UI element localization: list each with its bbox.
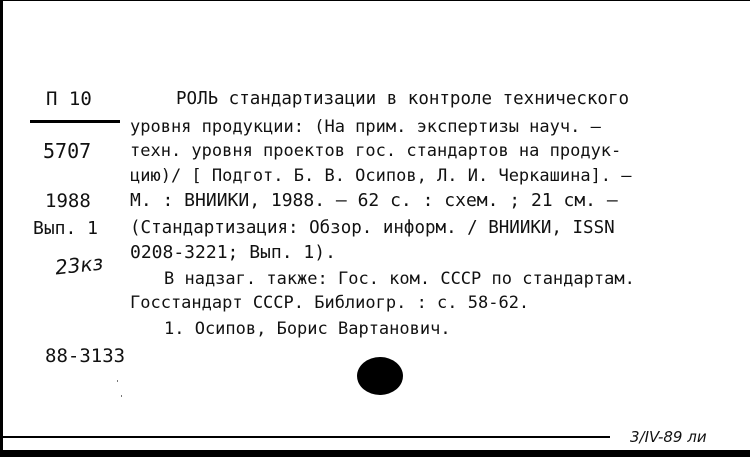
- record-number: 88-3133: [45, 345, 126, 367]
- call-number: П 10: [46, 88, 92, 110]
- item-number: 5707: [43, 139, 92, 163]
- responsibility-line: цию)/ [ Подгот. Б. В. Осипов, Л. И. Черкашина]. –: [130, 166, 632, 186]
- title-continuation-line: техн. уровня проектов гос. стандартов на продук-: [130, 141, 622, 161]
- bottom-rule: [0, 436, 610, 438]
- dust-speck: [121, 395, 122, 397]
- subject-entry-line: 1. Осипов, Борис Вартанович.: [164, 319, 451, 339]
- title-continuation-line: уровня продукции: (На прим. экспертизы науч. –: [130, 117, 601, 137]
- card-bottom-edge: [0, 450, 750, 457]
- card-left-edge: [0, 0, 3, 457]
- note-line: Госстандарт СССР. Библиогр. : с. 58-62.: [130, 293, 530, 313]
- punch-hole: [357, 357, 403, 395]
- card-top-edge: [0, 0, 750, 6]
- title-line: РОЛЬ стандартизации в контроле технического: [176, 89, 630, 109]
- publication-year: 1988: [45, 190, 91, 212]
- publication-line: М. : ВНИИКИ, 1988. – 62 с. : схем. ; 21 см. –: [130, 190, 618, 211]
- handwritten-note: 23кз: [53, 250, 105, 280]
- call-number-rule: [30, 120, 120, 123]
- series-continuation-line: 0208-3221; Вып. 1).: [130, 242, 336, 263]
- handwritten-stamp: 3/IV-89 ли: [630, 428, 707, 446]
- dust-speck: [117, 380, 118, 382]
- note-line: В надзаг. также: Гос. ком. СССР по стандартам.: [164, 269, 635, 289]
- series-line: (Стандартизация: Обзор. информ. / ВНИИКИ, ISSN: [130, 218, 615, 238]
- issue-label: Вып. 1: [33, 218, 99, 239]
